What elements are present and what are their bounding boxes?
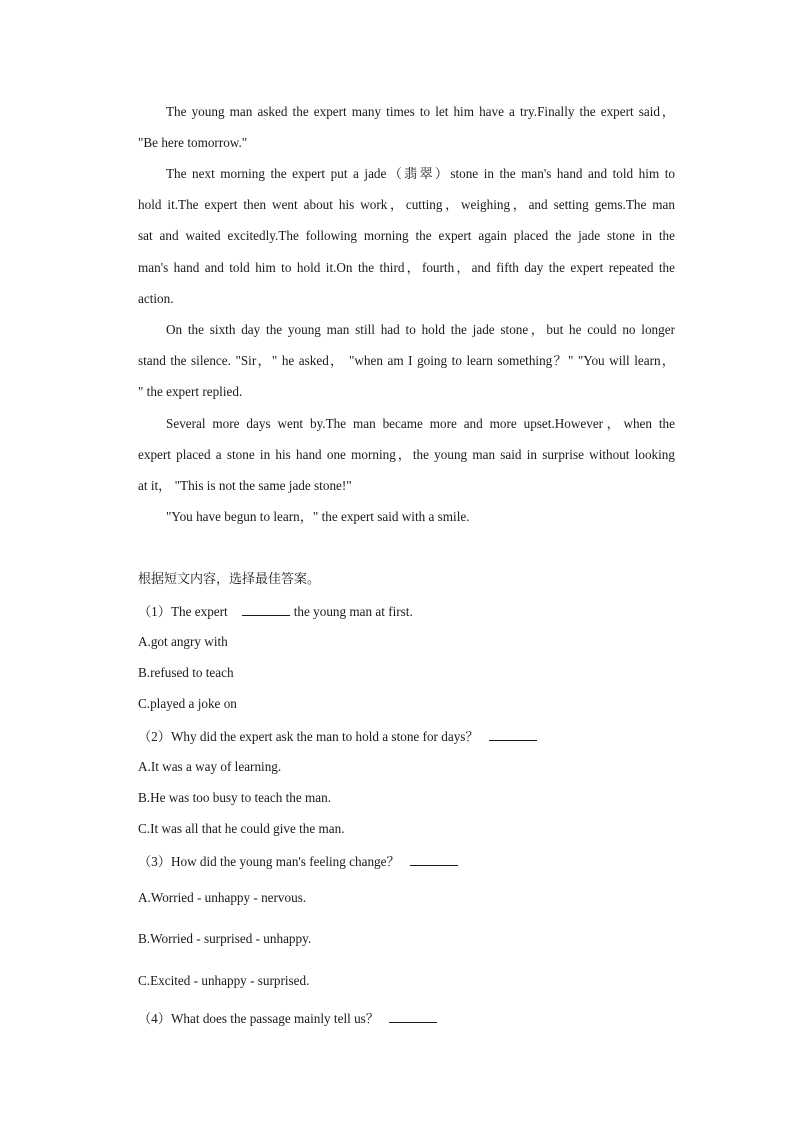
passage-line: " the expert replied.	[138, 384, 243, 399]
question-3	[138, 853, 458, 870]
passage-line: expert placed a stone in his hand one morning，the young man said in surprise without looking	[138, 447, 675, 462]
option-c: C.It was all that he could give the man.	[138, 821, 345, 836]
question-2	[138, 728, 537, 745]
passage-line: The next morning the expert put a jade（翡翠）stone in the man's hand and told him to	[166, 166, 675, 181]
option-b: B.refused to teach	[138, 665, 234, 680]
passage-line: at it， "This is not the same jade stone!"	[138, 478, 352, 493]
passage-line: stand the silence. "Sir，" he asked， "when am I going to learn something？" "You will learn，	[138, 353, 675, 368]
question-4	[138, 1010, 437, 1027]
option-c: C.Excited - unhappy - surprised.	[138, 973, 310, 988]
question-1	[138, 603, 413, 620]
passage-line: sat and waited excitedly.The following morning the expert again placed the jade stone in the	[138, 228, 675, 243]
passage-line: hold it.The expert then went about his work，cutting，weighing，and setting gems.The man	[138, 197, 675, 212]
passage-line: The young man asked the expert many times to let him have a try.Finally the expert said，	[166, 104, 675, 119]
passage-line: "Be here tomorrow."	[138, 135, 248, 150]
answer-blank	[489, 728, 537, 741]
option-a: A.got angry with	[138, 634, 228, 649]
option-a: A.Worried - unhappy - nervous.	[138, 890, 307, 905]
option-a: A.It was a way of learning.	[138, 759, 282, 774]
passage-line: man's hand and told him to hold it.On the third，fourth，and fifth day the expert repeated the	[138, 260, 675, 275]
question-stem-end: the young man at first.	[293, 604, 413, 619]
answer-blank	[410, 853, 458, 866]
option-b: B.He was too busy to teach the man.	[138, 790, 332, 805]
passage-line: Several more days went by.The man became more and more upset.However，when the	[166, 416, 675, 431]
answer-blank	[389, 1010, 437, 1023]
passage-line: "You have begun to learn，" the expert said with a smile.	[166, 509, 470, 524]
question-stem: （4）What does the passage mainly tell us？	[138, 1011, 379, 1026]
passage-line: action.	[138, 291, 174, 306]
question-stem: （1）The expert	[138, 604, 228, 619]
passage-line: On the sixth day the young man still had to hold the jade stone，but he could no longer	[166, 322, 675, 337]
option-b: B.Worried - surprised - unhappy.	[138, 931, 312, 946]
answer-blank	[242, 603, 290, 616]
question-stem: （2）Why did the expert ask the man to hold a stone for days？	[138, 729, 479, 744]
question-stem: （3）How did the young man's feeling change？	[138, 854, 400, 869]
option-c: C.played a joke on	[138, 696, 237, 711]
instructions: 根据短文内容，选择最佳答案。	[138, 572, 321, 587]
